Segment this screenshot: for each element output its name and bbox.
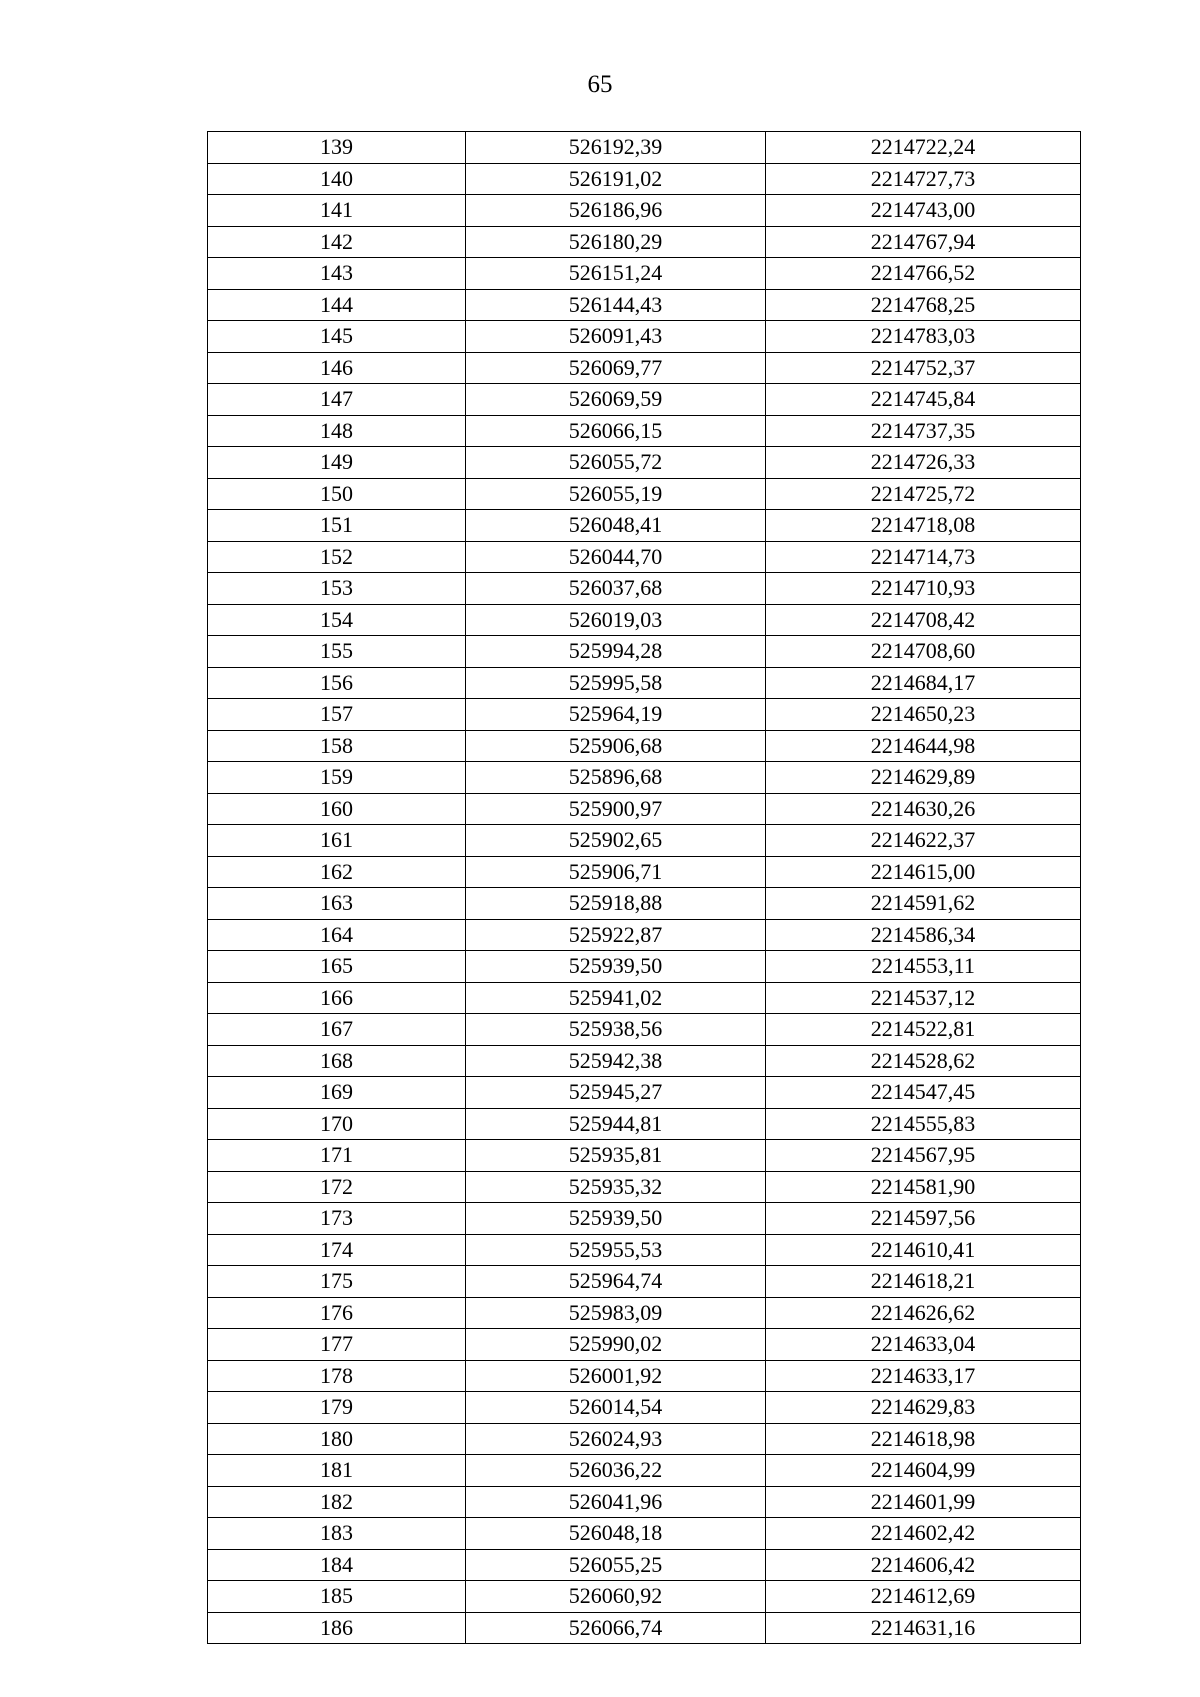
y-coordinate-cell: 2214633,17: [766, 1360, 1081, 1392]
y-coordinate-cell: 2214743,00: [766, 195, 1081, 227]
table-row: [208, 982, 1081, 1014]
point-number-cell: 179: [208, 1392, 466, 1424]
x-coordinate-cell: 526036,22: [466, 1455, 766, 1487]
x-coordinate-cell: 525896,68: [466, 762, 766, 794]
table-row: [208, 289, 1081, 321]
y-coordinate-cell: 2214766,52: [766, 258, 1081, 290]
table-row: [208, 667, 1081, 699]
y-coordinate-cell: 2214650,23: [766, 699, 1081, 731]
table-row: [208, 1455, 1081, 1487]
y-coordinate-cell: 2214537,12: [766, 982, 1081, 1014]
table-row: [208, 1360, 1081, 1392]
x-coordinate-cell: 526186,96: [466, 195, 766, 227]
table-row: [208, 699, 1081, 731]
y-coordinate-cell: 2214737,35: [766, 415, 1081, 447]
x-coordinate-cell: 525994,28: [466, 636, 766, 668]
x-coordinate-cell: 526151,24: [466, 258, 766, 290]
x-coordinate-cell: 526069,59: [466, 384, 766, 416]
y-coordinate-cell: 2214708,60: [766, 636, 1081, 668]
point-number-cell: 182: [208, 1486, 466, 1518]
table-row: [208, 226, 1081, 258]
x-coordinate-cell: 525900,97: [466, 793, 766, 825]
table-row: [208, 1612, 1081, 1644]
y-coordinate-cell: 2214630,26: [766, 793, 1081, 825]
table-row: [208, 447, 1081, 479]
y-coordinate-cell: 2214626,62: [766, 1297, 1081, 1329]
y-coordinate-cell: 2214553,11: [766, 951, 1081, 983]
point-number-cell: 147: [208, 384, 466, 416]
table-row: [208, 1581, 1081, 1613]
point-number-cell: 144: [208, 289, 466, 321]
x-coordinate-cell: 526180,29: [466, 226, 766, 258]
y-coordinate-cell: 2214752,37: [766, 352, 1081, 384]
point-number-cell: 181: [208, 1455, 466, 1487]
table-row: [208, 1297, 1081, 1329]
x-coordinate-cell: 526037,68: [466, 573, 766, 605]
x-coordinate-cell: 526014,54: [466, 1392, 766, 1424]
y-coordinate-cell: 2214615,00: [766, 856, 1081, 888]
y-coordinate-cell: 2214612,69: [766, 1581, 1081, 1613]
point-number-cell: 148: [208, 415, 466, 447]
x-coordinate-cell: 525941,02: [466, 982, 766, 1014]
table-row: [208, 541, 1081, 573]
coordinates-table-body: [208, 132, 1081, 1644]
point-number-cell: 164: [208, 919, 466, 951]
x-coordinate-cell: 526192,39: [466, 132, 766, 164]
page-number: 65: [587, 71, 613, 98]
point-number-cell: 177: [208, 1329, 466, 1361]
x-coordinate-cell: 525935,32: [466, 1171, 766, 1203]
y-coordinate-cell: 2214601,99: [766, 1486, 1081, 1518]
x-coordinate-cell: 526060,92: [466, 1581, 766, 1613]
point-number-cell: 139: [208, 132, 466, 164]
y-coordinate-cell: 2214708,42: [766, 604, 1081, 636]
point-number-cell: 143: [208, 258, 466, 290]
x-coordinate-cell: 525902,65: [466, 825, 766, 857]
point-number-cell: 150: [208, 478, 466, 510]
y-coordinate-cell: 2214555,83: [766, 1108, 1081, 1140]
table-row: [208, 1203, 1081, 1235]
y-coordinate-cell: 2214597,56: [766, 1203, 1081, 1235]
point-number-cell: 159: [208, 762, 466, 794]
x-coordinate-cell: 526055,25: [466, 1549, 766, 1581]
y-coordinate-cell: 2214581,90: [766, 1171, 1081, 1203]
table-row: [208, 730, 1081, 762]
table-row: [208, 1549, 1081, 1581]
x-coordinate-cell: 526066,15: [466, 415, 766, 447]
table-row: [208, 762, 1081, 794]
y-coordinate-cell: 2214586,34: [766, 919, 1081, 951]
table-row: [208, 478, 1081, 510]
y-coordinate-cell: 2214725,72: [766, 478, 1081, 510]
x-coordinate-cell: 526044,70: [466, 541, 766, 573]
point-number-cell: 145: [208, 321, 466, 353]
x-coordinate-cell: 526144,43: [466, 289, 766, 321]
point-number-cell: 168: [208, 1045, 466, 1077]
y-coordinate-cell: 2214618,98: [766, 1423, 1081, 1455]
point-number-cell: 171: [208, 1140, 466, 1172]
x-coordinate-cell: 526048,41: [466, 510, 766, 542]
y-coordinate-cell: 2214622,37: [766, 825, 1081, 857]
y-coordinate-cell: 2214522,81: [766, 1014, 1081, 1046]
point-number-cell: 180: [208, 1423, 466, 1455]
x-coordinate-cell: 525922,87: [466, 919, 766, 951]
point-number-cell: 141: [208, 195, 466, 227]
x-coordinate-cell: 525955,53: [466, 1234, 766, 1266]
point-number-cell: 173: [208, 1203, 466, 1235]
x-coordinate-cell: 525906,71: [466, 856, 766, 888]
table-row: [208, 856, 1081, 888]
point-number-cell: 153: [208, 573, 466, 605]
y-coordinate-cell: 2214567,95: [766, 1140, 1081, 1172]
table-row: [208, 163, 1081, 195]
x-coordinate-cell: 525995,58: [466, 667, 766, 699]
coordinates-table: [207, 131, 1081, 1644]
point-number-cell: 184: [208, 1549, 466, 1581]
y-coordinate-cell: 2214714,73: [766, 541, 1081, 573]
point-number-cell: 160: [208, 793, 466, 825]
y-coordinate-cell: 2214710,93: [766, 573, 1081, 605]
table-row: [208, 573, 1081, 605]
point-number-cell: 163: [208, 888, 466, 920]
y-coordinate-cell: 2214767,94: [766, 226, 1081, 258]
point-number-cell: 155: [208, 636, 466, 668]
x-coordinate-cell: 525918,88: [466, 888, 766, 920]
table-row: [208, 132, 1081, 164]
table-row: [208, 1486, 1081, 1518]
y-coordinate-cell: 2214684,17: [766, 667, 1081, 699]
point-number-cell: 152: [208, 541, 466, 573]
x-coordinate-cell: 526055,72: [466, 447, 766, 479]
table-row: [208, 415, 1081, 447]
x-coordinate-cell: 525935,81: [466, 1140, 766, 1172]
point-number-cell: 178: [208, 1360, 466, 1392]
table-row: [208, 1518, 1081, 1550]
point-number-cell: 186: [208, 1612, 466, 1644]
y-coordinate-cell: 2214727,73: [766, 163, 1081, 195]
table-row: [208, 1045, 1081, 1077]
x-coordinate-cell: 525939,50: [466, 1203, 766, 1235]
point-number-cell: 169: [208, 1077, 466, 1109]
y-coordinate-cell: 2214722,24: [766, 132, 1081, 164]
table-row: [208, 1108, 1081, 1140]
y-coordinate-cell: 2214783,03: [766, 321, 1081, 353]
table-row: [208, 1140, 1081, 1172]
point-number-cell: 146: [208, 352, 466, 384]
x-coordinate-cell: 526055,19: [466, 478, 766, 510]
table-row: [208, 321, 1081, 353]
point-number-cell: 174: [208, 1234, 466, 1266]
x-coordinate-cell: 526191,02: [466, 163, 766, 195]
x-coordinate-cell: 526069,77: [466, 352, 766, 384]
point-number-cell: 161: [208, 825, 466, 857]
x-coordinate-cell: 526041,96: [466, 1486, 766, 1518]
table-row: [208, 825, 1081, 857]
point-number-cell: 165: [208, 951, 466, 983]
y-coordinate-cell: 2214618,21: [766, 1266, 1081, 1298]
x-coordinate-cell: 525939,50: [466, 951, 766, 983]
point-number-cell: 140: [208, 163, 466, 195]
y-coordinate-cell: 2214718,08: [766, 510, 1081, 542]
table-row: [208, 793, 1081, 825]
point-number-cell: 170: [208, 1108, 466, 1140]
table-row: [208, 636, 1081, 668]
x-coordinate-cell: 525964,74: [466, 1266, 766, 1298]
y-coordinate-cell: 2214610,41: [766, 1234, 1081, 1266]
point-number-cell: 162: [208, 856, 466, 888]
table-row: [208, 1234, 1081, 1266]
x-coordinate-cell: 526019,03: [466, 604, 766, 636]
table-row: [208, 195, 1081, 227]
table-row: [208, 1014, 1081, 1046]
x-coordinate-cell: 525944,81: [466, 1108, 766, 1140]
point-number-cell: 183: [208, 1518, 466, 1550]
y-coordinate-cell: 2214528,62: [766, 1045, 1081, 1077]
table-row: [208, 604, 1081, 636]
y-coordinate-cell: 2214768,25: [766, 289, 1081, 321]
x-coordinate-cell: 525945,27: [466, 1077, 766, 1109]
point-number-cell: 167: [208, 1014, 466, 1046]
y-coordinate-cell: 2214644,98: [766, 730, 1081, 762]
point-number-cell: 166: [208, 982, 466, 1014]
x-coordinate-cell: 526066,74: [466, 1612, 766, 1644]
table-row: [208, 1392, 1081, 1424]
table-row: [208, 384, 1081, 416]
y-coordinate-cell: 2214629,89: [766, 762, 1081, 794]
table-row: [208, 1266, 1081, 1298]
y-coordinate-cell: 2214604,99: [766, 1455, 1081, 1487]
point-number-cell: 156: [208, 667, 466, 699]
point-number-cell: 175: [208, 1266, 466, 1298]
x-coordinate-cell: 526001,92: [466, 1360, 766, 1392]
x-coordinate-cell: 526024,93: [466, 1423, 766, 1455]
point-number-cell: 142: [208, 226, 466, 258]
x-coordinate-cell: 525964,19: [466, 699, 766, 731]
y-coordinate-cell: 2214726,33: [766, 447, 1081, 479]
x-coordinate-cell: 525983,09: [466, 1297, 766, 1329]
table-row: [208, 919, 1081, 951]
x-coordinate-cell: 526048,18: [466, 1518, 766, 1550]
y-coordinate-cell: 2214591,62: [766, 888, 1081, 920]
table-row: [208, 1423, 1081, 1455]
y-coordinate-cell: 2214745,84: [766, 384, 1081, 416]
point-number-cell: 157: [208, 699, 466, 731]
table-row: [208, 951, 1081, 983]
point-number-cell: 185: [208, 1581, 466, 1613]
point-number-cell: 158: [208, 730, 466, 762]
x-coordinate-cell: 525990,02: [466, 1329, 766, 1361]
y-coordinate-cell: 2214631,16: [766, 1612, 1081, 1644]
table-row: [208, 352, 1081, 384]
point-number-cell: 151: [208, 510, 466, 542]
x-coordinate-cell: 526091,43: [466, 321, 766, 353]
y-coordinate-cell: 2214633,04: [766, 1329, 1081, 1361]
table-row: [208, 1077, 1081, 1109]
x-coordinate-cell: 525906,68: [466, 730, 766, 762]
x-coordinate-cell: 525938,56: [466, 1014, 766, 1046]
table-row: [208, 1171, 1081, 1203]
y-coordinate-cell: 2214606,42: [766, 1549, 1081, 1581]
table-row: [208, 258, 1081, 290]
x-coordinate-cell: 525942,38: [466, 1045, 766, 1077]
point-number-cell: 172: [208, 1171, 466, 1203]
y-coordinate-cell: 2214602,42: [766, 1518, 1081, 1550]
y-coordinate-cell: 2214547,45: [766, 1077, 1081, 1109]
point-number-cell: 154: [208, 604, 466, 636]
y-coordinate-cell: 2214629,83: [766, 1392, 1081, 1424]
point-number-cell: 176: [208, 1297, 466, 1329]
table-row: [208, 888, 1081, 920]
table-row: [208, 510, 1081, 542]
point-number-cell: 149: [208, 447, 466, 479]
table-row: [208, 1329, 1081, 1361]
